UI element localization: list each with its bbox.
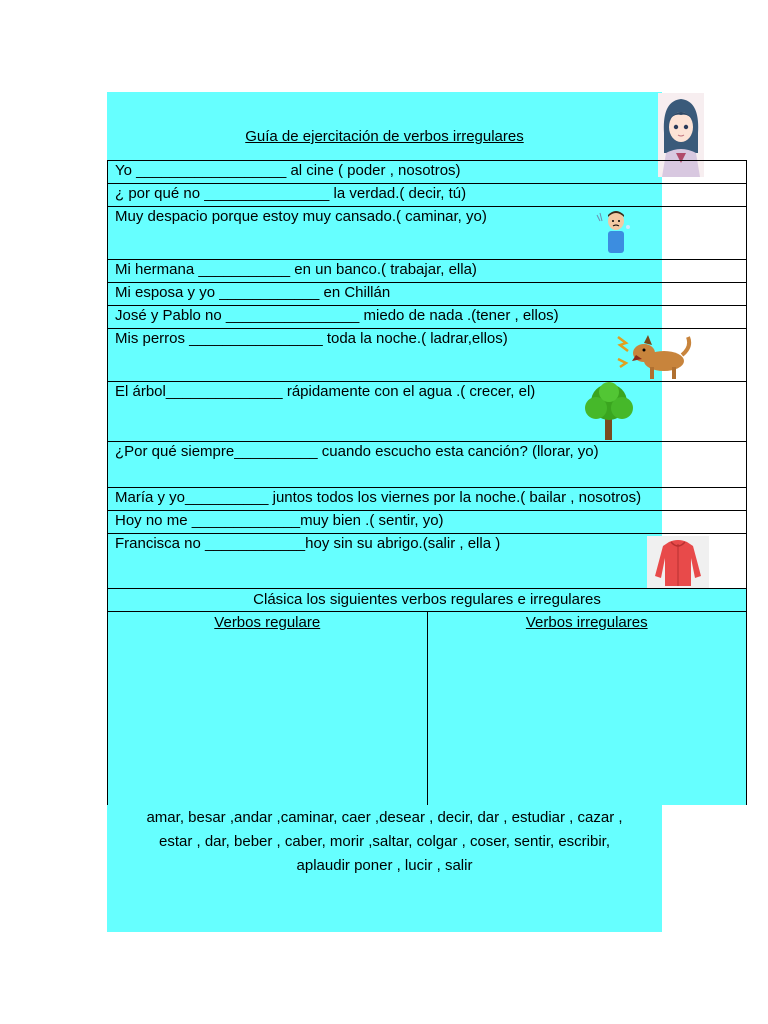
- irregular-verbs-heading: Verbos irregulares: [525, 614, 648, 631]
- exercise-row-11: Hoy no me _____________muy bien .( sentir, yo): [108, 511, 747, 534]
- irregular-verbs-column: [427, 612, 747, 805]
- regular-verbs-heading: Verbos regulare: [214, 614, 321, 631]
- exercise-row-4: Mi hermana ___________ en un banco.( trabajar, ella): [108, 260, 747, 283]
- exercise-row-9: ¿Por qué siempre__________ cuando escucho esta canción? (llorar, yo): [108, 442, 747, 488]
- classification-heading: Clásica los siguientes verbos regulares e irregulares: [108, 589, 746, 612]
- exercise-row-3: [108, 207, 747, 260]
- exercise-row-10: María y yo__________ juntos todos los viernes por la noche.( bailar , nosotros): [108, 488, 747, 511]
- exercise-row-3-text: Muy despacio porque estoy muy cansado.( caminar, yo): [115, 208, 487, 225]
- exercise-row-2: ¿ por qué no _______________ la verdad.( decir, tú): [108, 184, 747, 207]
- barking-dog-icon: [614, 329, 694, 381]
- exercise-row-7-text: Mis perros ________________ toda la noche.( ladrar,ellos): [115, 330, 508, 347]
- exercise-row-8-text: El árbol______________ rápidamente con el agua .( crecer, el): [115, 383, 536, 400]
- exercise-table: [107, 160, 747, 591]
- verb-list-line-3: aplaudir poner , lucir , salir: [296, 857, 473, 874]
- exercise-row-5: Mi esposa y yo ____________ en Chillán: [108, 283, 747, 306]
- classification-table: [107, 588, 747, 805]
- exercise-row-7: [108, 329, 747, 382]
- verb-list-line-1: amar, besar ,andar ,caminar, caer ,desear , decir, dar , estudiar , cazar ,: [146, 809, 623, 826]
- red-coat-icon: [647, 536, 709, 590]
- exercise-row-8: [108, 382, 747, 442]
- exercise-row-12-text: Francisca no ____________hoy sin su abrigo.(salir , ella ): [115, 535, 501, 552]
- exercise-row-1: Yo __________________ al cine ( poder , nosotros): [108, 161, 747, 184]
- tired-man-icon: [596, 207, 636, 257]
- worksheet-title: Guía de ejercitación de verbos irregulares: [245, 128, 524, 145]
- exercise-row-6: José y Pablo no ________________ miedo de nada .(tener , ellos): [108, 306, 747, 329]
- verb-list: [107, 806, 662, 878]
- tree-icon: [582, 380, 636, 442]
- regular-verbs-column: [108, 612, 427, 805]
- exercise-row-12: [108, 534, 747, 591]
- verb-list-line-2: estar , dar, beber , caber, morir ,saltar, colgar , coser, sentir, escribir,: [158, 833, 611, 850]
